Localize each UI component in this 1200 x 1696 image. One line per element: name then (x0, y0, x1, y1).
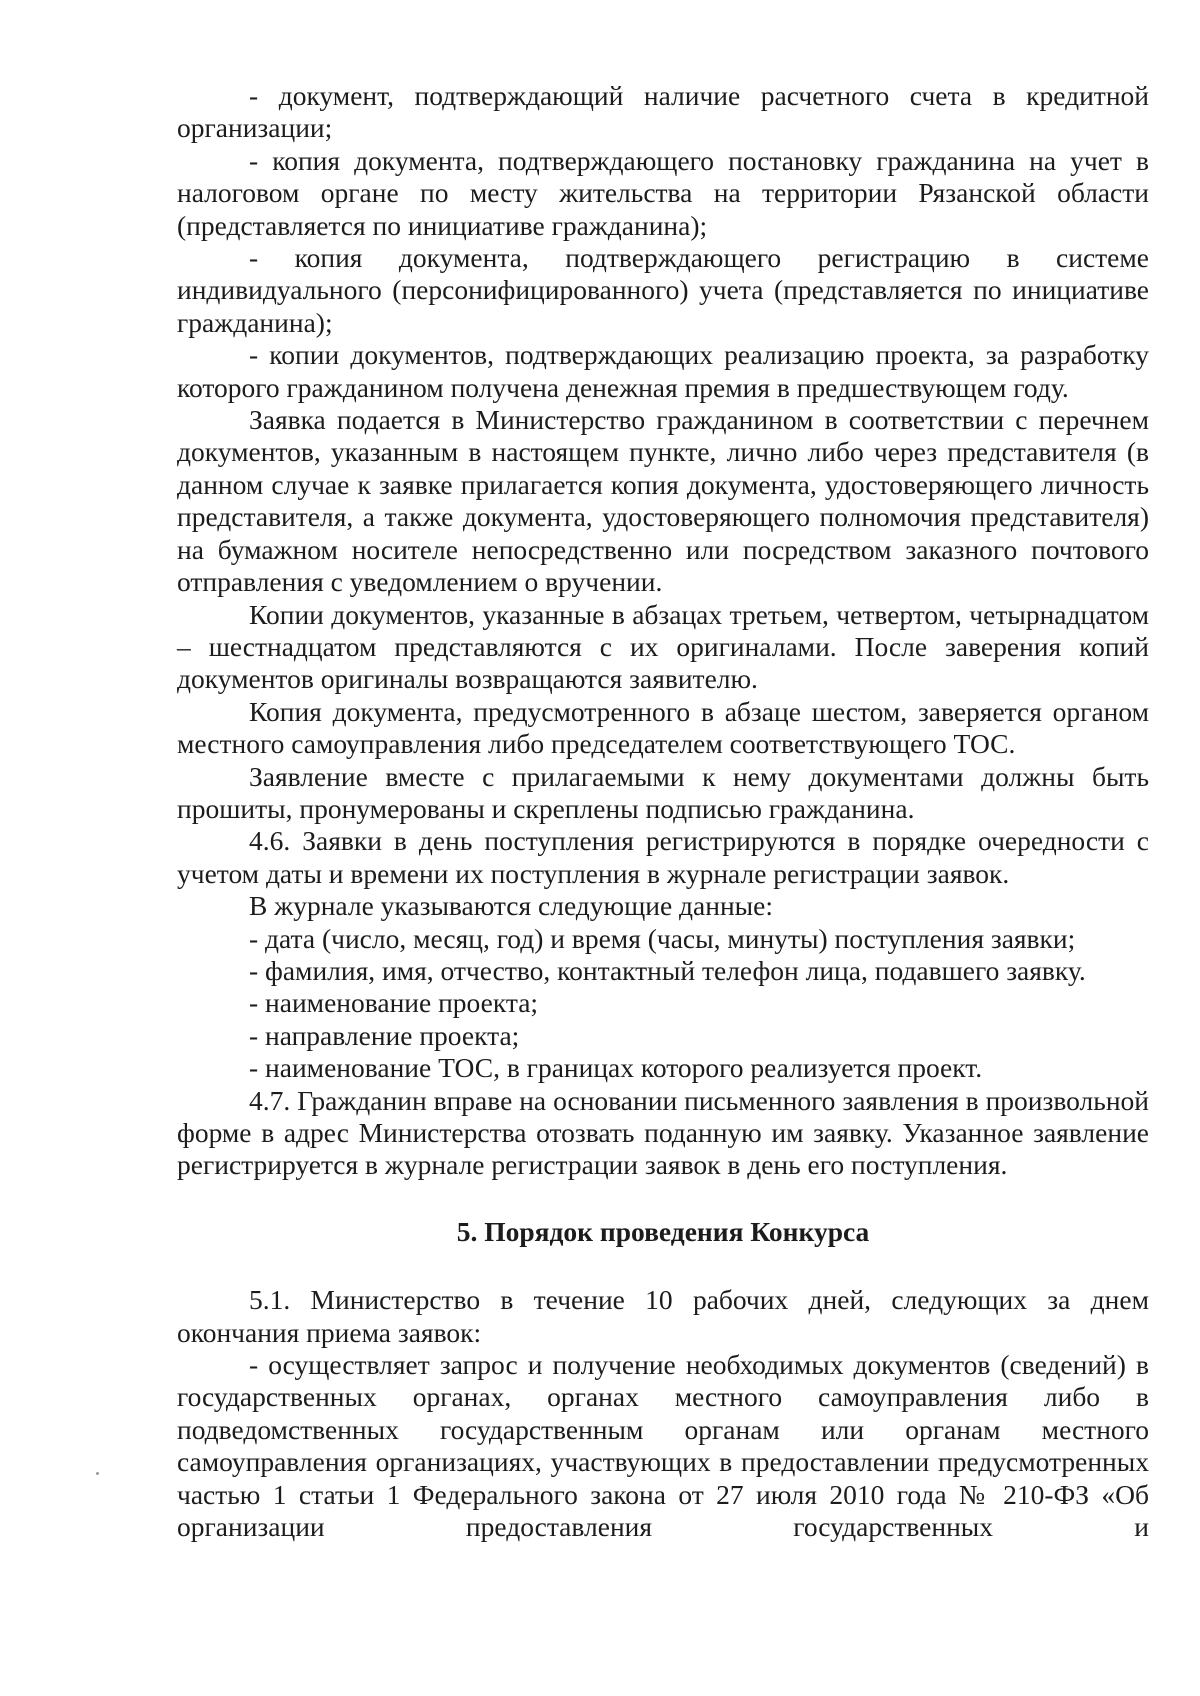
list-item-project-direction: - направление проекта; (249, 1019, 520, 1051)
scan-speck (96, 1472, 99, 1475)
list-item-date-time: - дата (число, месяц, год) и время (часы, минуты) поступления заявки; (249, 922, 1076, 954)
list-item-project-name: - наименование проекта; (249, 987, 539, 1019)
paragraph-documents-request: - осуществляет запрос и получение необходимых документов (сведений) в государственных органах, органах местного самоуправления либо в подведомственных государственным органам или органам местного самоуправления организациях, участвующих в предоставлении предусмотренных частью 1 статьи 1 Федерального закона от 27 июля 2010 года № 210-ФЗ «Об организации предоставления государственных и (177, 1349, 1149, 1543)
paragraph-bank-account-doc: - документ, подтверждающий наличие расчетного счета в кредитной организации; (177, 80, 1149, 144)
paragraph-personal-account-copy: - копия документа, подтверждающего регистрацию в системе индивидуального (персонифицированного) учета (представляется по инициативе гражданина); (177, 242, 1149, 338)
paragraph-copy-certification: Копия документа, предусмотренного в абзаце шестом, заверяется органом местного самоуправления либо председателем соответствующего ТОС. (177, 695, 1149, 760)
paragraph-clause-4-6: 4.6. Заявки в день поступления регистрируются в порядке очередности с учетом даты и времени их поступления в журнале регистрации заявок. (177, 825, 1149, 889)
paragraph-clause-4-7: 4.7. Гражданин вправе на основании письменного заявления в произвольной форме в адрес Министерства отозвать поданную им заявку. Указанное заявление регистрируется в журнале регистрации заявок в день его поступления. (177, 1084, 1149, 1181)
list-item-tos-name: - наименование ТОС, в границах которого реализуется проект. (249, 1052, 983, 1084)
list-item-full-name: - фамилия, имя, отчество, контактный телефон лица, подавшего заявку. (249, 954, 1086, 986)
paragraph-journal-data-intro: В журнале указываются следующие данные: (249, 890, 774, 922)
paragraph-document-copies: Копии документов, указанные в абзацах третьем, четвертом, четырнадцатом – шестнадцатом представляются с их оригиналами. После заверения копий документов оригиналы возвращаются заявителю. (177, 598, 1149, 695)
paragraph-tax-registration-copy: - копия документа, подтверждающего постановку гражданина на учет в налоговом органе по месту жительства на территории Рязанской области (представляется по инициативе гражданина); (177, 144, 1149, 241)
document-body (177, 80, 1149, 1543)
paragraph-project-implementation-docs: - копии документов, подтверждающих реализацию проекта, за разработку которого гражданином получена денежная премия в предшествующем году. (177, 339, 1149, 403)
paragraph-application-submission: Заявка подается в Министерство гражданином в соответствии с перечнем документов, указанным в настоящем пункте, лично либо через представителя (в данном случае к заявке прилагается копия документа, удостоверяющего личность представителя, а также документа, удостоверяющего полномочия представителя) на бумажном носителе непосредственно или посредством заказного почтового отправления с уведомлением о вручении. (177, 404, 1149, 598)
paragraph-binding-requirement: Заявление вместе с прилагаемыми к нему документами должны быть прошиты, пронумерованы и скреплены подписью гражданина. (177, 760, 1149, 824)
section-heading-5: 5. Порядок проведения Конкурса (456, 1215, 870, 1247)
paragraph-clause-5-1: 5.1. Министерство в течение 10 рабочих дней, следующих за днем окончания приема заявок: (177, 1284, 1149, 1348)
